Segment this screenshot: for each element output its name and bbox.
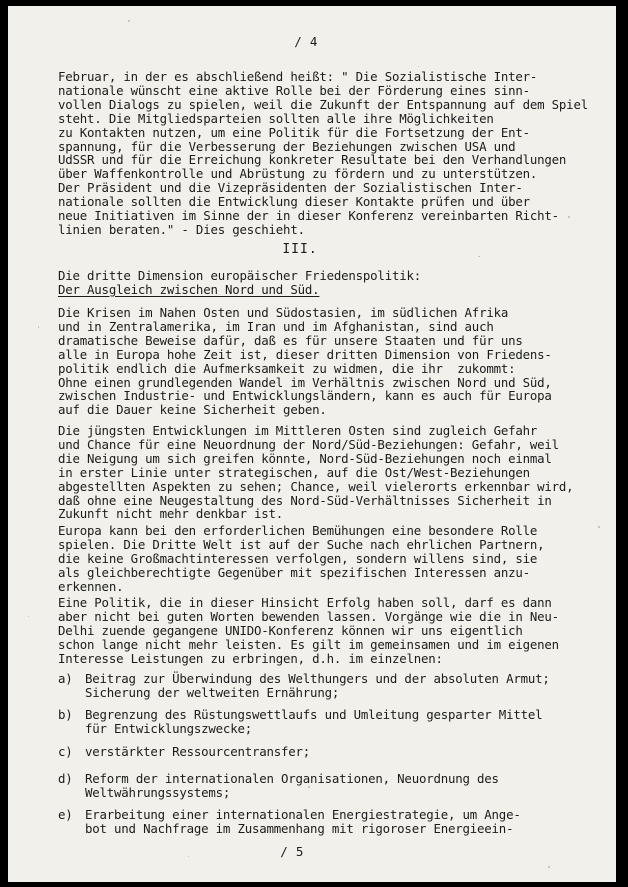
text-line: Der Präsident und die Vizepräsidenten der Sozialistischen Inter- bbox=[58, 180, 523, 196]
text-line: alle in Europa hohe Zeit ist, dieser dritten Dimension von Friedens- bbox=[58, 346, 552, 362]
text-line: erkennen. bbox=[58, 578, 124, 594]
text-line: auf die Dauer keine Sicherheit geben. bbox=[58, 402, 327, 418]
text-line: neue Initiativen im Sinne der in dieser Konferenz vereinbarten Richt- bbox=[58, 208, 559, 224]
list-item-label: d) bbox=[58, 771, 73, 786]
list-item-label: b) bbox=[58, 707, 73, 722]
text-line: Sicherung der weltweiten Ernährung; bbox=[85, 684, 340, 700]
paragraph-policy bbox=[58, 596, 606, 666]
text-line: in erster Linie unter strategischen, auf die Ost/West-Beziehungen bbox=[58, 464, 530, 480]
text-line: über Waffenkontrolle und Abrüstung zu fördern und zu unterstützen. bbox=[58, 166, 538, 182]
text-line: dramatische Beweise dafür, daß es für unsere Staaten und für uns bbox=[58, 332, 523, 348]
text-line: abgestellten Aspekten zu sehen; Chance, weil vielerorts erkennbar wird, bbox=[58, 478, 574, 494]
text-line: schon lange nicht mehr leisten. Es gilt im gemeinsamen und im eigenen bbox=[58, 636, 559, 652]
text-line: nationale wünscht eine aktive Rolle bei der Förderung eines sinn- bbox=[58, 82, 530, 98]
text-line: und in Zentralamerika, im Iran und im Afghanistan, sind auch bbox=[58, 318, 494, 334]
text-line: Die jüngsten Entwicklungen im Mittleren Osten sind zugleich Gefahr bbox=[58, 423, 538, 438]
text-line: steht. Die Mitgliedsparteien sollten alle ihre Möglichkeiten bbox=[58, 110, 494, 126]
text-line: und Chance für eine Neuordnung der Nord/Süd-Beziehungen: Gefahr, weil bbox=[58, 436, 559, 452]
text-line: zwischen Industrie- und Entwicklungsländern, kann es auch für Europa bbox=[58, 388, 552, 404]
text-line: Reform der internationalen Organisationen, Neuordnung des bbox=[85, 771, 499, 786]
text-line: verstärkter Ressourcentransfer; bbox=[85, 744, 311, 759]
text-line: die keine Großmachtinteressen verfolgen, sondern willens sind, sie bbox=[58, 550, 538, 566]
page-number-top: / 4 bbox=[294, 34, 318, 49]
page-number-bottom: / 5 bbox=[280, 844, 304, 859]
text-line: Erarbeitung einer internationalen Energiestrategie, um Ange- bbox=[85, 807, 521, 822]
section-title-line: Die dritte Dimension europäischer Friedenspolitik: bbox=[58, 268, 421, 283]
text-line: für Entwicklungszwecke; bbox=[85, 720, 252, 736]
text-line: UdSSR und für die Erreichung konkreter Resultate bei den Verhandlungen bbox=[58, 152, 567, 168]
list-item-label: c) bbox=[58, 744, 73, 759]
text-line: Zukunft nicht mehr denkbar ist. bbox=[58, 506, 284, 522]
text-line: daß ohne eine Neugestaltung des Nord-Süd-Verhältnisses Sicherheit in bbox=[58, 492, 552, 508]
text-line: Europa kann bei den erforderlichen Bemühungen eine besondere Rolle bbox=[58, 523, 538, 538]
text-line: linien beraten." - Dies geschieht. bbox=[58, 221, 305, 237]
paragraph-middle-east bbox=[58, 424, 606, 521]
list-item-label: a) bbox=[58, 671, 73, 686]
section-title bbox=[58, 269, 606, 297]
section-numeral: III. bbox=[282, 242, 318, 257]
text-line: die Neigung um sich greifen könnte, Nord-Süd-Beziehungen noch einmal bbox=[58, 450, 552, 466]
quote-paragraph bbox=[58, 70, 606, 237]
paragraph-crises bbox=[58, 306, 606, 417]
text-line: Eine Politik, die in dieser Hinsicht Erfolg haben soll, darf es dann bbox=[58, 595, 552, 610]
text-line: zu Kontakten nutzen, um eine Politik für die Fortsetzung der Ent- bbox=[58, 124, 530, 140]
text-line: vollen Dialogs zu spielen, weil die Zukunft der Entspannung auf dem Spiel bbox=[58, 96, 588, 112]
paragraph-europe-role bbox=[58, 524, 606, 594]
section-subtitle-line: Der Ausgleich zwischen Nord und Süd. bbox=[58, 281, 320, 297]
text-line: nationale sollten die Entwicklung dieser Kontakte prüfen und über bbox=[58, 194, 530, 210]
list-item-label: e) bbox=[58, 807, 73, 822]
text-line: Begrenzung des Rüstungswettlaufs und Umleitung gesparter Mittel bbox=[85, 707, 543, 722]
text-line: Beitrag zur Überwindung des Welthungers und der absoluten Armut; bbox=[85, 671, 550, 686]
document-page bbox=[8, 6, 616, 882]
text-line: spannung, für die Verbesserung der Beziehungen zwischen USA und bbox=[58, 138, 516, 154]
text-line: politik endlich die Aufmerksamkeit zu widmen, die ihr zukommt: bbox=[58, 360, 516, 376]
text-line: Delhi zuende gegangene UNIDO-Konferenz können wir uns eigentlich bbox=[58, 622, 523, 638]
text-line: Ohne einen grundlegenden Wandel im Verhältnis zwischen Nord und Süd, bbox=[58, 374, 552, 390]
text-line: aber nicht bei guten Worten bewenden lassen. Vorgänge wie die in Neu- bbox=[58, 608, 559, 624]
text-line: spielen. Die Dritte Welt ist auf der Suche nach ehrlichen Partnern, bbox=[58, 536, 545, 552]
text-line: Februar, in der es abschließend heißt: " Die Sozialistische Inter- bbox=[58, 69, 538, 84]
text-line: Weltwährungssystems; bbox=[85, 784, 231, 800]
text-line: als gleichberechtigte Gegenüber mit spezifischen Interessen anzu- bbox=[58, 564, 530, 580]
text-line: Interesse Leistungen zu erbringen, d.h. im einzelnen: bbox=[58, 650, 443, 666]
text-line: Die Krisen im Nahen Osten und Südostasien, im südlichen Afrika bbox=[58, 305, 509, 320]
text-line: bot und Nachfrage im Zusammenhang mit rigoroser Energieein- bbox=[85, 820, 514, 836]
